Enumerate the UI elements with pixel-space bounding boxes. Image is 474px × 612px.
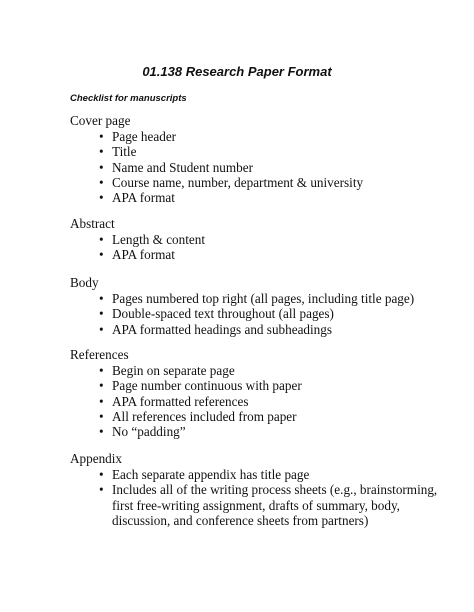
list-item [70, 424, 460, 439]
list-item [70, 247, 460, 262]
section-heading: References [70, 347, 129, 362]
list-item [70, 175, 460, 190]
section-heading: Cover page [70, 113, 131, 128]
list-item [70, 482, 460, 528]
checklist [70, 363, 460, 439]
list-item-text: APA formatted headings and subheadings [112, 321, 333, 337]
list-item-text: Pages numbered top right (all pages, including title page) [112, 291, 415, 306]
bullet-icon: • [99, 232, 104, 247]
list-item-text: Length & content [112, 232, 206, 247]
bullet-icon: • [99, 190, 104, 206]
bullet-icon: • [99, 424, 104, 440]
section-appendix [70, 451, 460, 528]
list-item [70, 129, 460, 144]
list-item-text: Each separate appendix has title page [112, 467, 310, 482]
list-item-text: Begin on separate page [112, 363, 235, 378]
bullet-icon: • [99, 363, 104, 378]
list-item [70, 232, 460, 247]
section-heading: Appendix [70, 451, 123, 466]
bullet-icon: • [99, 306, 104, 322]
section-body [70, 275, 460, 337]
bullet-icon: • [99, 393, 104, 409]
document-subtitle: Checklist for manuscripts [70, 93, 187, 104]
list-item-text: Course name, number, department & university [112, 174, 364, 190]
list-item-text: No “padding” [112, 424, 186, 440]
bullet-icon: • [99, 482, 104, 498]
bullet-icon: • [99, 247, 104, 263]
bullet-icon: • [99, 144, 104, 160]
list-item-text: Name and Student number [112, 159, 253, 175]
list-item-text: Double-spaced text throughout (all pages) [112, 306, 334, 322]
bullet-icon: • [99, 408, 104, 424]
bullet-icon: • [99, 467, 104, 482]
list-item-text: APA formatted references [112, 393, 249, 409]
list-item [70, 291, 460, 306]
list-item [70, 190, 460, 205]
list-item [70, 322, 460, 337]
list-item [70, 409, 460, 424]
section-heading: Abstract [70, 216, 115, 231]
list-item-text: APA format [112, 190, 175, 206]
section-references [70, 347, 460, 439]
bullet-icon: • [99, 378, 104, 394]
list-item-text: Includes all of the writing process sheets (e.g., brainstorming, first free-writing assignment, drafts of summary, body, discussion, and conference sheets from partners) [112, 482, 438, 528]
section-abstract [70, 216, 460, 263]
list-item [70, 144, 460, 159]
list-item-text: Page number continuous with paper [112, 378, 302, 394]
list-item-text: Title [112, 144, 137, 160]
checklist [70, 467, 460, 528]
list-item [70, 160, 460, 175]
list-item-text: Page header [112, 129, 177, 144]
list-item-text: All references included from paper [112, 408, 297, 424]
list-item [70, 467, 460, 482]
bullet-icon: • [99, 291, 104, 306]
checklist [70, 129, 460, 205]
list-item [70, 363, 460, 378]
document-title: 01.138 Research Paper Format [142, 64, 332, 79]
list-item [70, 378, 460, 393]
bullet-icon: • [99, 174, 104, 190]
section-heading: Body [70, 275, 99, 290]
checklist [70, 291, 460, 337]
section-cover-page [70, 113, 460, 205]
bullet-icon: • [99, 129, 104, 144]
list-item [70, 394, 460, 409]
checklist [70, 232, 460, 263]
list-item-text: APA format [112, 247, 175, 263]
bullet-icon: • [99, 321, 104, 337]
bullet-icon: • [99, 159, 104, 175]
list-item [70, 306, 460, 321]
